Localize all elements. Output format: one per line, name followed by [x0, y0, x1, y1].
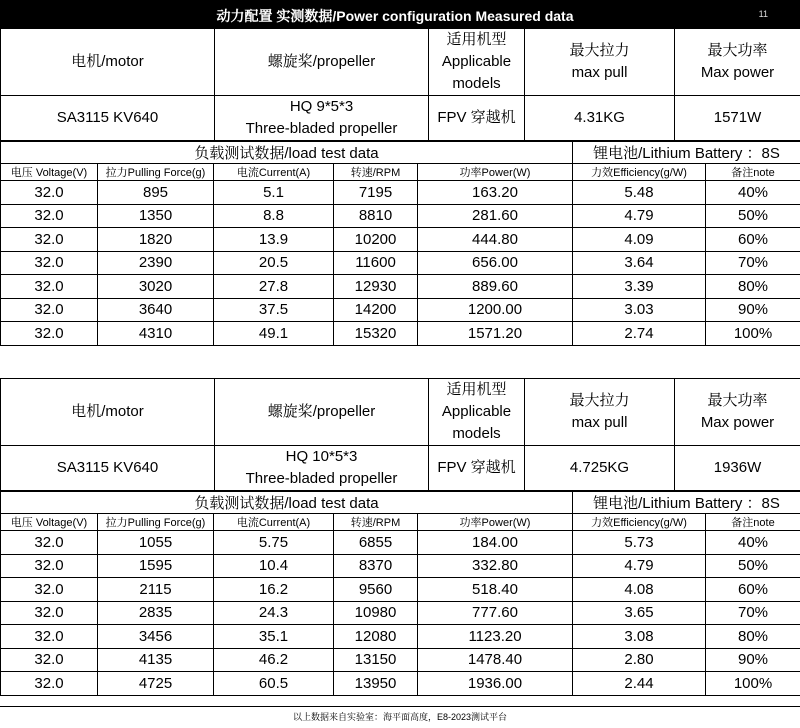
table-cell: 32.0	[1, 531, 98, 555]
table-cell: 32.0	[1, 625, 98, 649]
propeller-value: HQ 10*5*3 Three-bladed propeller	[215, 446, 429, 491]
table-cell: 7195	[334, 181, 418, 205]
table-cell: 895	[98, 181, 214, 205]
table-row	[1, 578, 800, 602]
table-row	[1, 625, 800, 649]
table-cell: 6855	[334, 531, 418, 555]
table-cell: 1820	[98, 228, 214, 252]
table-cell: 518.40	[418, 578, 573, 602]
max-pull-header: 最大拉力 max pull	[525, 29, 675, 96]
column-header: 拉力Pulling Force(g)	[98, 514, 214, 531]
header-table	[0, 378, 800, 491]
model-value: FPV 穿越机	[429, 96, 525, 141]
table-cell: 4.09	[573, 228, 706, 252]
column-header: 力效Efficiency(g/W)	[573, 514, 706, 531]
table-cell: 49.1	[214, 322, 334, 346]
table-cell: 1936.00	[418, 672, 573, 696]
table-cell: 13150	[334, 648, 418, 672]
table-cell: 90%	[706, 298, 800, 322]
table-cell: 10980	[334, 601, 418, 625]
table-cell: 11600	[334, 251, 418, 275]
max-power-value: 1936W	[675, 446, 800, 491]
table-cell: 2390	[98, 251, 214, 275]
table-cell: 5.73	[573, 531, 706, 555]
table-cell: 27.8	[214, 275, 334, 299]
table-row	[1, 298, 800, 322]
table-cell: 32.0	[1, 672, 98, 696]
table-cell: 4135	[98, 648, 214, 672]
table-cell: 777.60	[418, 601, 573, 625]
table-cell: 4725	[98, 672, 214, 696]
table-cell: 3456	[98, 625, 214, 649]
table-cell: 50%	[706, 204, 800, 228]
table-cell: 32.0	[1, 275, 98, 299]
motor-value: SA3115 KV640	[1, 446, 215, 491]
table-cell: 1478.40	[418, 648, 573, 672]
column-header: 转速/RPM	[334, 164, 418, 181]
max-power-value: 1571W	[675, 96, 800, 141]
table-cell: 9560	[334, 578, 418, 602]
table-cell: 2115	[98, 578, 214, 602]
column-header: 备注note	[706, 514, 800, 531]
column-header: 备注note	[706, 164, 800, 181]
table-cell: 2835	[98, 601, 214, 625]
page-title: 动力配置 实测数据/Power configuration Measured data	[0, 6, 790, 26]
table-cell: 32.0	[1, 181, 98, 205]
table-cell: 2.44	[573, 672, 706, 696]
table-row	[1, 181, 800, 205]
table-cell: 32.0	[1, 322, 98, 346]
table-cell: 14200	[334, 298, 418, 322]
table-cell: 13.9	[214, 228, 334, 252]
column-header: 功率Power(W)	[418, 164, 573, 181]
table-row	[1, 204, 800, 228]
table-cell: 1200.00	[418, 298, 573, 322]
table-cell: 5.1	[214, 181, 334, 205]
table-cell: 3.39	[573, 275, 706, 299]
table-cell: 70%	[706, 601, 800, 625]
load-test-label: 负载测试数据/load test data	[1, 142, 573, 164]
table-row	[1, 601, 800, 625]
table-cell: 12080	[334, 625, 418, 649]
table-cell: 1595	[98, 554, 214, 578]
model-value: FPV 穿越机	[429, 446, 525, 491]
table-cell: 90%	[706, 648, 800, 672]
table-row	[1, 251, 800, 275]
table-cell: 3020	[98, 275, 214, 299]
column-header: 拉力Pulling Force(g)	[98, 164, 214, 181]
column-header: 电压 Voltage(V)	[1, 514, 98, 531]
table-row	[1, 322, 800, 346]
footer-note: 以上数据来自实验室：海平面高度，E8-2023测试平台	[0, 706, 800, 728]
column-header: 电流Current(A)	[214, 514, 334, 531]
battery-label: 锂电池/Lithium Battery ：8S	[573, 142, 800, 164]
motor-value: SA3115 KV640	[1, 96, 215, 141]
max-power-header: 最大功率 Max power	[675, 29, 800, 96]
table-cell: 24.3	[214, 601, 334, 625]
table-cell: 3.64	[573, 251, 706, 275]
table-cell: 12930	[334, 275, 418, 299]
propeller-header: 螺旋桨/propeller	[215, 29, 429, 96]
table-cell: 5.48	[573, 181, 706, 205]
table-cell: 1350	[98, 204, 214, 228]
table-cell: 37.5	[214, 298, 334, 322]
table-cell: 444.80	[418, 228, 573, 252]
table-cell: 60.5	[214, 672, 334, 696]
title-bar	[0, 0, 800, 28]
column-header: 功率Power(W)	[418, 514, 573, 531]
table-cell: 5.75	[214, 531, 334, 555]
table-cell: 889.60	[418, 275, 573, 299]
models-header: 适用机型 Applicable models	[429, 29, 525, 96]
table-cell: 60%	[706, 578, 800, 602]
max-power-header: 最大功率 Max power	[675, 379, 800, 446]
column-header: 电流Current(A)	[214, 164, 334, 181]
table-cell: 3.08	[573, 625, 706, 649]
motor-header: 电机/motor	[1, 379, 215, 446]
table-cell: 16.2	[214, 578, 334, 602]
table-cell: 32.0	[1, 554, 98, 578]
load-table	[0, 141, 800, 346]
table-row	[1, 672, 800, 696]
table-cell: 8370	[334, 554, 418, 578]
table-cell: 32.0	[1, 228, 98, 252]
table-cell: 80%	[706, 625, 800, 649]
table-cell: 100%	[706, 322, 800, 346]
table-row	[1, 275, 800, 299]
models-header: 适用机型 Applicable models	[429, 379, 525, 446]
table-cell: 32.0	[1, 251, 98, 275]
table-cell: 32.0	[1, 601, 98, 625]
max-pull-value: 4.31KG	[525, 96, 675, 141]
table-cell: 40%	[706, 181, 800, 205]
table-cell: 35.1	[214, 625, 334, 649]
table-cell: 2.80	[573, 648, 706, 672]
table-cell: 60%	[706, 228, 800, 252]
config-section-1	[0, 28, 800, 346]
table-cell: 50%	[706, 554, 800, 578]
table-cell: 32.0	[1, 578, 98, 602]
table-cell: 13950	[334, 672, 418, 696]
table-cell: 15320	[334, 322, 418, 346]
table-cell: 32.0	[1, 204, 98, 228]
table-cell: 1055	[98, 531, 214, 555]
table-cell: 10200	[334, 228, 418, 252]
table-row	[1, 648, 800, 672]
table-cell: 2.74	[573, 322, 706, 346]
max-pull-header: 最大拉力 max pull	[525, 379, 675, 446]
table-cell: 100%	[706, 672, 800, 696]
table-cell: 20.5	[214, 251, 334, 275]
table-cell: 4.79	[573, 554, 706, 578]
table-row	[1, 531, 800, 555]
table-cell: 32.0	[1, 298, 98, 322]
table-cell: 46.2	[214, 648, 334, 672]
table-row	[1, 554, 800, 578]
table-cell: 8810	[334, 204, 418, 228]
table-cell: 8.8	[214, 204, 334, 228]
header-table	[0, 28, 800, 141]
table-cell: 163.20	[418, 181, 573, 205]
config-section-2	[0, 378, 800, 696]
table-cell: 4310	[98, 322, 214, 346]
table-row	[1, 228, 800, 252]
table-cell: 1571.20	[418, 322, 573, 346]
table-cell: 4.08	[573, 578, 706, 602]
table-cell: 40%	[706, 531, 800, 555]
table-cell: 3.03	[573, 298, 706, 322]
load-test-label: 负载测试数据/load test data	[1, 492, 573, 514]
max-pull-value: 4.725KG	[525, 446, 675, 491]
table-cell: 10.4	[214, 554, 334, 578]
table-cell: 281.60	[418, 204, 573, 228]
table-cell: 32.0	[1, 648, 98, 672]
column-header: 转速/RPM	[334, 514, 418, 531]
table-cell: 332.80	[418, 554, 573, 578]
table-cell: 3640	[98, 298, 214, 322]
table-cell: 184.00	[418, 531, 573, 555]
table-cell: 4.79	[573, 204, 706, 228]
table-cell: 3.65	[573, 601, 706, 625]
table-cell: 70%	[706, 251, 800, 275]
table-cell: 1123.20	[418, 625, 573, 649]
load-table	[0, 491, 800, 696]
column-header: 电压 Voltage(V)	[1, 164, 98, 181]
page-number: 11	[759, 9, 768, 19]
propeller-value: HQ 9*5*3 Three-bladed propeller	[215, 96, 429, 141]
table-cell: 656.00	[418, 251, 573, 275]
motor-header: 电机/motor	[1, 29, 215, 96]
propeller-header: 螺旋桨/propeller	[215, 379, 429, 446]
column-header: 力效Efficiency(g/W)	[573, 164, 706, 181]
table-cell: 80%	[706, 275, 800, 299]
battery-label: 锂电池/Lithium Battery ：8S	[573, 492, 800, 514]
